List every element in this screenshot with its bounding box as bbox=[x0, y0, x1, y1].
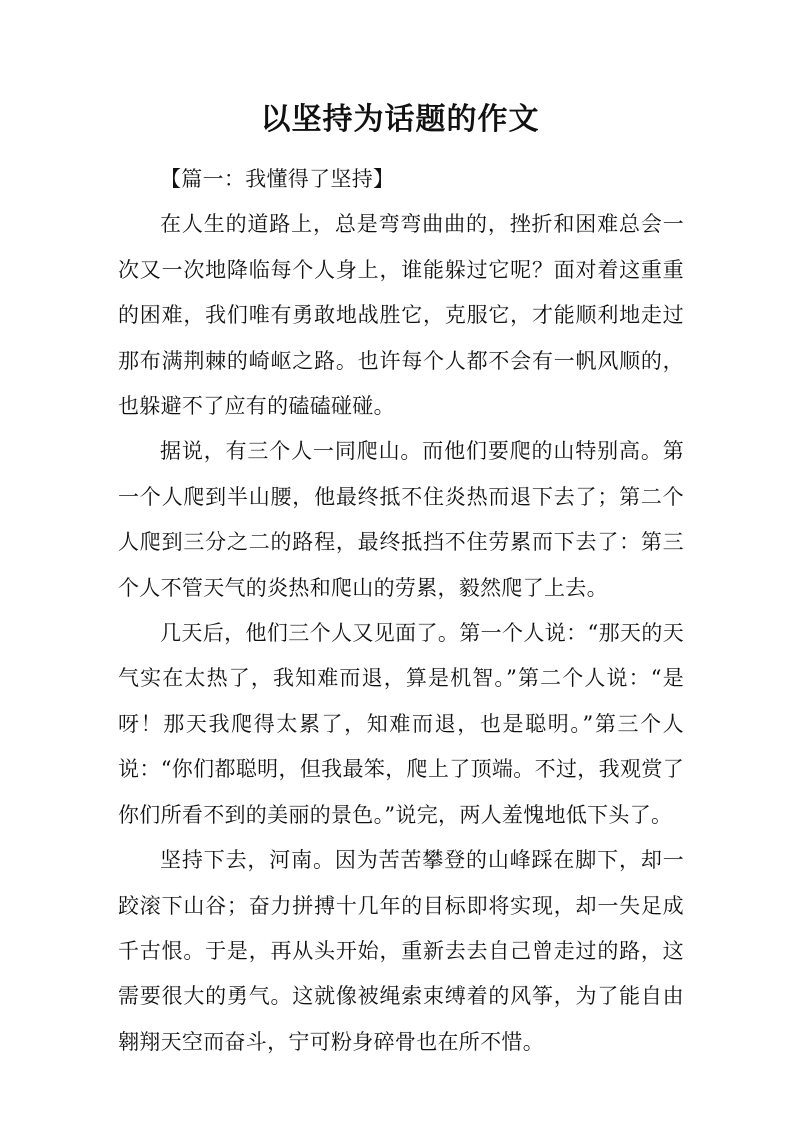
paragraph-2: 据说，有三个人一同爬山。而他们要爬的山特别高。第一个人爬到半山腰，他最终抵不住炎热而退下去了；第二个人爬到三分之二的路程，最终抵挡不住劳累而下去了：第三个人不管天气的炎热和爬山的劳累，毅然爬了上去。 bbox=[118, 439, 684, 600]
section-heading: 【篇一：我懂得了坚持】 bbox=[160, 167, 395, 191]
paragraph-1: 在人生的道路上，总是弯弯曲曲的，挫折和困难总会一次又一次地降临每个人身上，谁能躲过它呢？面对着这重重的困难，我们唯有勇敢地战胜它，克服它，才能顺利地走过那布满荆棘的崎岖之路。也许每个人都不会有一帆风顺的，也躲避不了应有的磕磕碰碰。 bbox=[118, 212, 684, 419]
document-body bbox=[118, 157, 684, 1065]
paragraph-4: 坚持下去，河南。因为苦苦攀登的山峰踩在脚下，却一跤滚下山谷；奋力拼搏十几年的目标即将实现，却一失足成千古恨。于是，再从头开始，重新去去自己曾走过的路，这需要很大的勇气。这就像被绳索束缚着的风筝，为了能自由翱翔天空而奋斗，宁可粉身碎骨也在所不惜。 bbox=[118, 848, 684, 1054]
paragraph-3: 几天后，他们三个人又见面了。第一个人说：“那天的天气实在太热了，我知难而退，算是机智。”第二个人说：“是呀！那天我爬得太累了，知难而退，也是聪明。”第三个人说：“你们都聪明，但我最笨，爬上了顶端。不过，我观赏了你们所看不到的美丽的景色。”说完，两人羞愧地低下头了。 bbox=[118, 621, 684, 827]
document-title: 以坚持为话题的作文 bbox=[260, 102, 540, 137]
